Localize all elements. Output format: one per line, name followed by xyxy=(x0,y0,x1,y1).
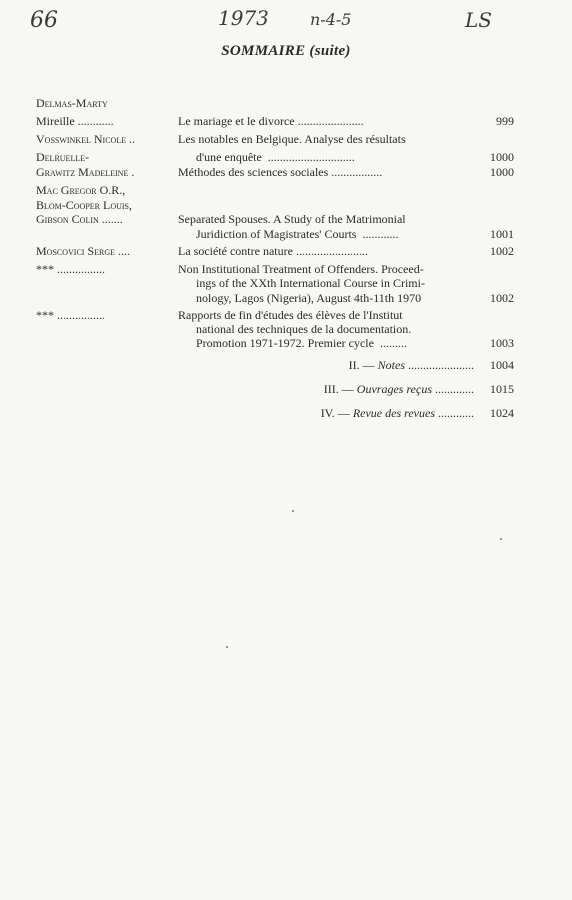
entry-title: Separated Spouses. A Study of the Matrimonial xyxy=(178,212,406,226)
entry-author: *** ................ xyxy=(36,262,105,276)
section-page: 1004 xyxy=(490,358,514,372)
section-notes: II. — Notes ...................... xyxy=(348,358,474,372)
handwritten-initials: LS xyxy=(465,8,492,32)
scan-speck xyxy=(292,510,294,512)
entry-page: 1000 xyxy=(490,150,514,164)
entry-page: 1000 xyxy=(490,165,514,179)
entry-title: Le mariage et le divorce ...................... xyxy=(178,114,364,128)
entry-author: Moscovici Serge .... xyxy=(36,244,131,258)
entry-page: 999 xyxy=(496,114,514,128)
entry-author: Vosswinkel Nicole .. xyxy=(36,132,136,146)
entry-author: Gibson Colin ....... xyxy=(36,212,123,226)
entry-title: nology, Lagos (Nigeria), August 4th-11th 1970 xyxy=(178,291,422,305)
entry-title: Les notables en Belgique. Analyse des résultats xyxy=(178,132,406,146)
handwritten-year: 1973 xyxy=(218,6,269,30)
entry-page: 1001 xyxy=(490,227,514,241)
entry-page: 1002 xyxy=(490,244,514,258)
entry-author: *** ................ xyxy=(36,308,105,322)
entry-title: Juridiction of Magistrates' Courts ............ xyxy=(178,227,399,241)
entry-title: La société contre nature ........................ xyxy=(178,244,368,258)
entry-title: Rapports de fin d'études des élèves de l'Institut xyxy=(178,308,403,322)
section-page: 1024 xyxy=(490,406,514,420)
handwritten-issue: n-4-5 xyxy=(310,10,352,29)
entry-title: d'une enquête ............................. xyxy=(178,150,355,164)
entry-title: Méthodes des sciences sociales ................. xyxy=(178,165,383,179)
entry-page: 1003 xyxy=(490,336,514,350)
entry-author: Mac Gregor O.R., xyxy=(36,183,126,197)
entry-author: Mireille ............ xyxy=(36,114,114,128)
section-revues: IV. — Revue des revues ............ xyxy=(320,406,474,420)
entry-author: Delmas-Marty xyxy=(36,96,108,110)
entry-title: national des techniques de la documentation. xyxy=(178,322,412,336)
scan-speck xyxy=(500,538,502,540)
entry-title: Non Institutional Treatment of Offenders. Proceed- xyxy=(178,262,424,276)
section-ouvrages: III. — Ouvrages reçus ............. xyxy=(323,382,474,396)
entry-author: Grawitz Madeleine . xyxy=(36,165,135,179)
entry-page: 1002 xyxy=(490,291,514,305)
entry-author: Blom-Cooper Louis, xyxy=(36,198,133,212)
section-page: 1015 xyxy=(490,382,514,396)
handwritten-page-mark: 66 xyxy=(30,8,58,33)
entry-title: Promotion 1971-1972. Premier cycle ......... xyxy=(178,336,407,350)
entry-title: ings of the XXth International Course in Crimi- xyxy=(178,276,425,290)
page-title: SOMMAIRE (suite) xyxy=(221,43,351,59)
entry-author: Delruelle- xyxy=(36,150,90,164)
scan-speck xyxy=(226,646,228,648)
